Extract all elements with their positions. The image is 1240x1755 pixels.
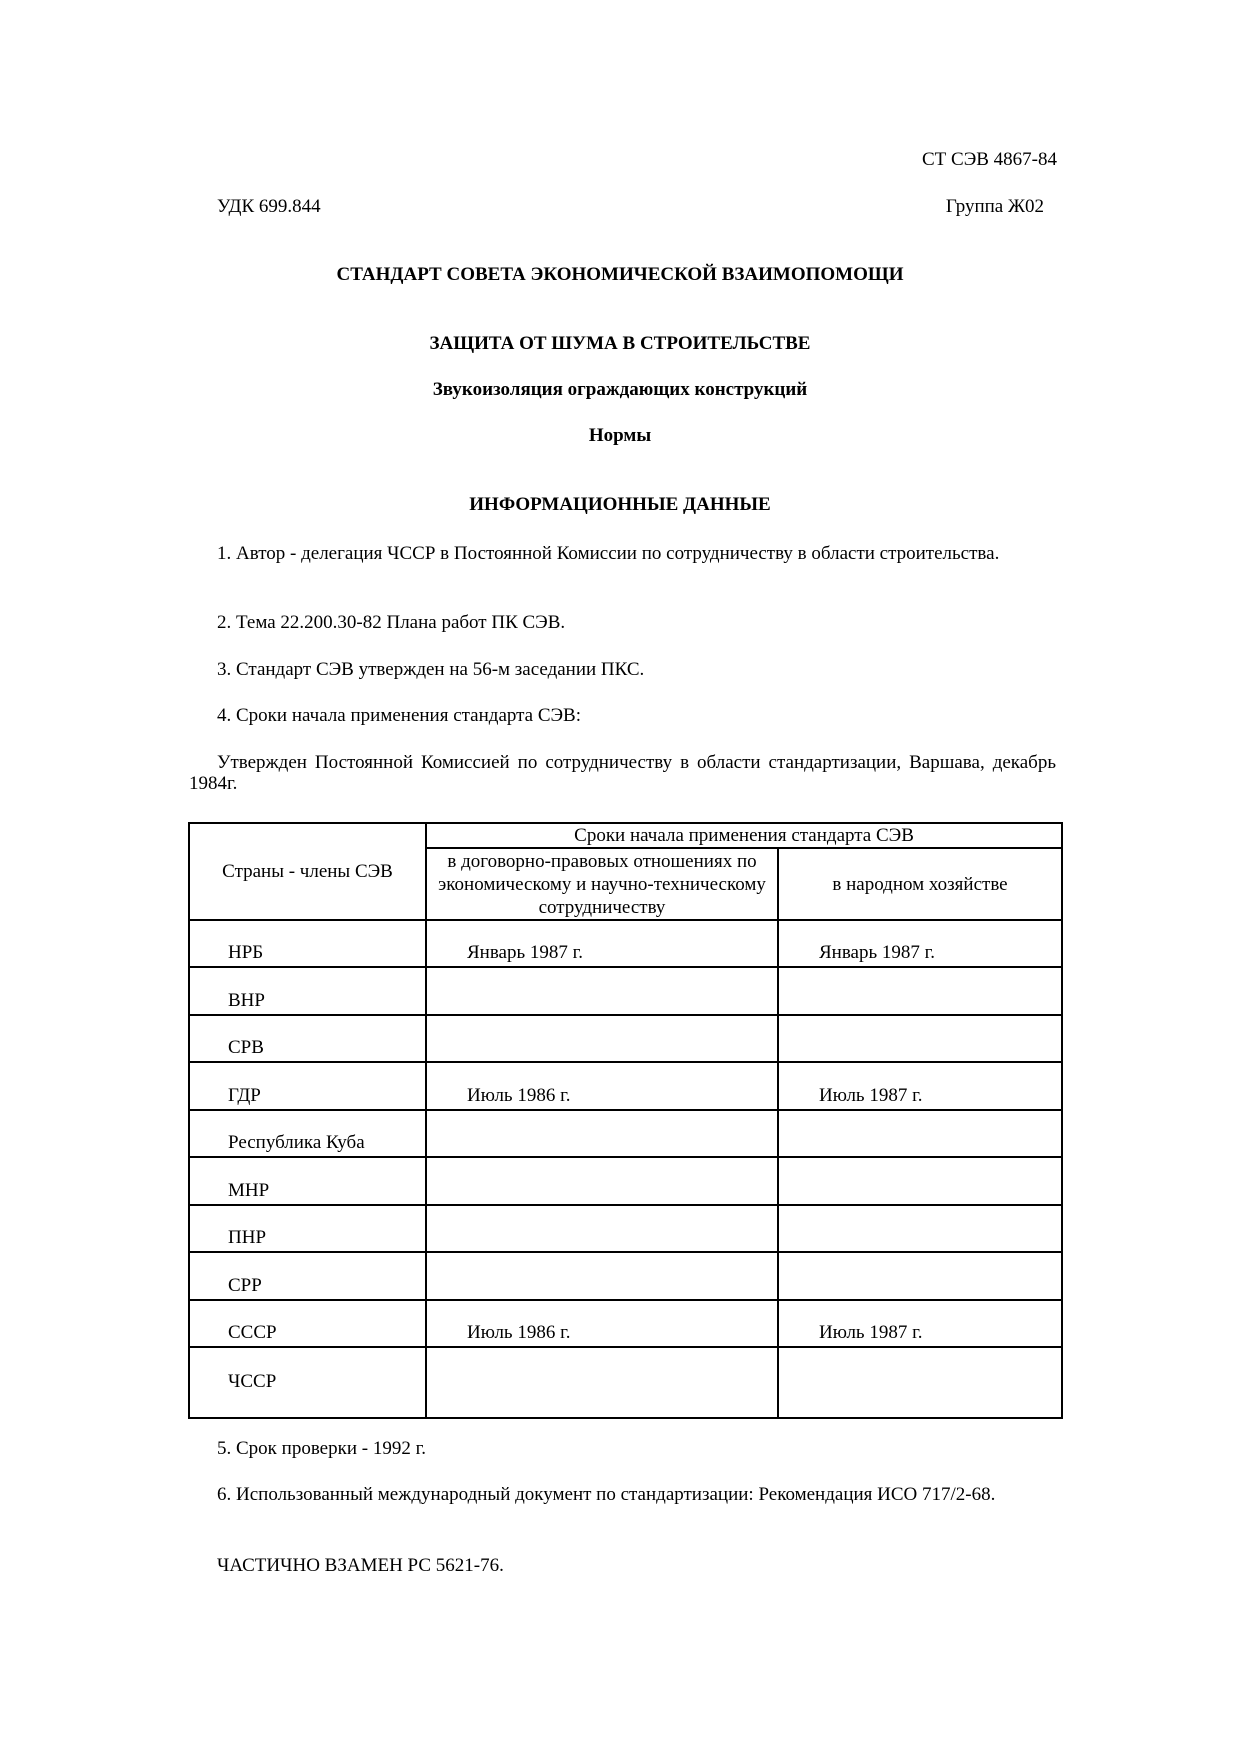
group-code: Группа Ж02 xyxy=(945,196,1044,217)
economy-date-cell xyxy=(778,1157,1062,1205)
economy-date-cell xyxy=(778,1205,1062,1252)
replaces-note: ЧАСТИЧНО ВЗАМЕН РС 5621-76. xyxy=(217,1555,504,1576)
table-row xyxy=(189,1300,1062,1347)
subtitle: Звукоизоляция ограждающих конструкций xyxy=(432,379,808,400)
info-heading: ИНФОРМАЦИОННЫЕ ДАННЫЕ xyxy=(469,494,771,515)
table-row xyxy=(189,1252,1062,1300)
economy-date-cell xyxy=(778,1015,1062,1062)
economy-date-cell: Июль 1987 г. xyxy=(778,1062,1062,1110)
contract-date-cell xyxy=(426,1110,778,1157)
table-row xyxy=(189,1205,1062,1252)
approved-by: Утвержден Постоянной Комиссией по сотрудничеству в области стандартизации, Варшава, декабрь 1984г. xyxy=(189,752,1056,794)
start-dates-table xyxy=(188,822,1063,1419)
country-cell: ЧССР xyxy=(189,1347,426,1418)
country-cell: ПНР xyxy=(189,1205,426,1252)
subject-title: ЗАЩИТА ОТ ШУМА В СТРОИТЕЛЬСТВЕ xyxy=(429,333,811,354)
contract-date-cell: Июль 1986 г. xyxy=(426,1300,778,1347)
contract-date-cell xyxy=(426,967,778,1015)
item-international-doc: 6. Использованный международный документ по стандартизации: Рекомендация ИСО 717/2-68. xyxy=(217,1484,996,1505)
economy-date-cell xyxy=(778,1347,1062,1418)
contract-date-cell: Июль 1986 г. xyxy=(426,1062,778,1110)
document-kind: Нормы xyxy=(588,425,652,446)
contract-date-cell xyxy=(426,1157,778,1205)
table-row xyxy=(189,1347,1062,1418)
economy-date-cell xyxy=(778,967,1062,1015)
table-row xyxy=(189,1015,1062,1062)
contract-date-cell xyxy=(426,1347,778,1418)
contract-date-cell xyxy=(426,1015,778,1062)
contract-date-cell xyxy=(426,1252,778,1300)
country-cell: СРВ xyxy=(189,1015,426,1062)
main-title: СТАНДАРТ СОВЕТА ЭКОНОМИЧЕСКОЙ ВЗАИМОПОМОЩИ xyxy=(336,264,904,285)
header-start-dates: Сроки начала применения стандарта СЭВ xyxy=(426,823,1062,848)
standard-designation: СТ СЭВ 4867-84 xyxy=(922,149,1057,170)
item-author: 1. Автор - делегация ЧССР в Постоянной Комиссии по сотрудничеству в области строительства. xyxy=(217,543,1000,564)
country-cell: СССР xyxy=(189,1300,426,1347)
contract-date-cell: Январь 1987 г. xyxy=(426,920,778,967)
economy-date-cell xyxy=(778,1252,1062,1300)
country-cell: МНР xyxy=(189,1157,426,1205)
table-row xyxy=(189,1110,1062,1157)
country-cell: ГДР xyxy=(189,1062,426,1110)
udk-code: УДК 699.844 xyxy=(217,196,321,217)
contract-date-cell xyxy=(426,1205,778,1252)
header-national-economy: в народном хозяйстве xyxy=(778,848,1062,920)
table-row xyxy=(189,967,1062,1015)
economy-date-cell: Июль 1987 г. xyxy=(778,1300,1062,1347)
economy-date-cell xyxy=(778,1110,1062,1157)
item-review-date: 5. Срок проверки - 1992 г. xyxy=(217,1438,426,1459)
country-cell: ВНР xyxy=(189,967,426,1015)
item-theme: 2. Тема 22.200.30-82 Плана работ ПК СЭВ. xyxy=(217,612,566,633)
economy-date-cell: Январь 1987 г. xyxy=(778,920,1062,967)
item-approval-session: 3. Стандарт СЭВ утвержден на 56-м заседании ПКС. xyxy=(217,659,645,680)
country-cell: Республика Куба xyxy=(189,1110,426,1157)
header-countries: Страны - члены СЭВ xyxy=(189,823,426,920)
table-row xyxy=(189,1157,1062,1205)
table-row xyxy=(189,920,1062,967)
table-row xyxy=(189,1062,1062,1110)
item-start-dates: 4. Сроки начала применения стандарта СЭВ: xyxy=(217,705,582,726)
country-cell: НРБ xyxy=(189,920,426,967)
header-contract-relations: в договорно-правовых отношениях по экономическому и научно-техническому сотрудничеству xyxy=(426,848,778,920)
country-cell: СРР xyxy=(189,1252,426,1300)
